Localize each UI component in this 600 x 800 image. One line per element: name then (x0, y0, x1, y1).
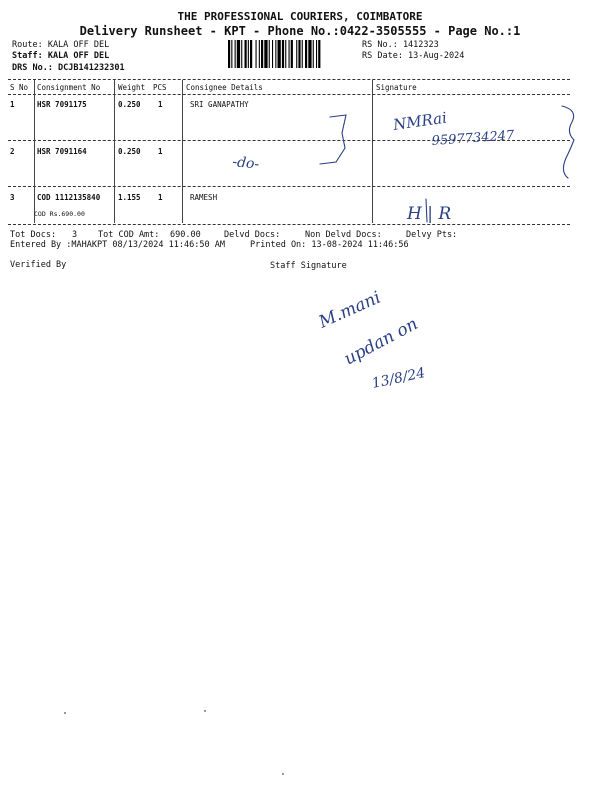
ink-ditto-mark: -do- (231, 154, 260, 173)
row3-consignee: RAMESH (190, 193, 218, 202)
row3-weight: 1.155 (118, 193, 141, 202)
header-pcs: PCS (153, 83, 167, 92)
drs-number: DRS No.: DCJB141232301 (12, 63, 125, 73)
ink-brace (562, 106, 574, 178)
ink-signature-name: NMRai (392, 108, 448, 134)
header-weight: Weight (118, 83, 146, 92)
tot-cod-label: Tot COD Amt: (98, 230, 160, 240)
row1-consignment: HSR 7091175 (37, 100, 87, 109)
ink-note-date: 13/8/24 (370, 365, 427, 392)
tot-docs-label: Tot Docs: (10, 230, 57, 240)
row2-pcs: 1 (158, 147, 163, 156)
rs-date: RS Date: 13-Aug-2024 (362, 51, 465, 61)
delvy-pts-label: Delvy Pts: (406, 230, 458, 240)
row2-consignment: HSR 7091164 (37, 147, 87, 156)
entered-by: Entered By :MAHAKPT 08/13/2024 11:46:50 AM (10, 240, 225, 250)
runsheet-subtitle: Delivery Runsheet - KPT - Phone No.:0422-3505555 - Page No.:1 (79, 24, 521, 38)
ink-note-status: updan on (340, 314, 422, 370)
ink-note-name: M.mani (315, 287, 384, 333)
tot-cod-value: 690.00 (170, 230, 201, 240)
route-label: Route: KALA OFF DEL (12, 40, 110, 50)
printed-on: Printed On: 13-08-2024 11:46:56 (250, 240, 409, 250)
row3-pcs: 1 (158, 193, 163, 202)
row3-cod-amount: COD Rs.690.00 (34, 210, 85, 218)
row3-sno: 3 (10, 193, 15, 202)
row3-consignment: COD 1112135840 (37, 193, 101, 202)
header-consignment: Consignment No (37, 83, 101, 92)
row2-weight: 0.250 (118, 147, 141, 156)
delvd-docs-label: Delvd Docs: (224, 230, 281, 240)
row1-pcs: 1 (158, 100, 163, 109)
row2-sno: 2 (10, 147, 15, 156)
ink-phone-number: 9597734247 (431, 128, 515, 149)
scan-speck (282, 773, 284, 775)
company-name: THE PROFESSIONAL COURIERS, COIMBATORE (177, 10, 423, 23)
ink-row3-mark: H | R (407, 204, 452, 224)
scan-speck (64, 712, 66, 714)
staff-signature-label: Staff Signature (270, 261, 347, 271)
scan-speck (204, 710, 206, 712)
non-delvd-docs-label: Non Delvd Docs: (305, 230, 382, 240)
ink-bracket (320, 115, 346, 164)
staff-label: Staff: KALA OFF DEL (12, 51, 110, 61)
row1-consignee: SRI GANAPATHY (190, 100, 249, 109)
header-signature: Signature (376, 83, 417, 92)
verified-by-label: Verified By (10, 260, 67, 270)
header-sno: S No (10, 83, 29, 92)
header-consignee: Consignee Details (186, 83, 263, 92)
tot-docs-value: 3 (72, 230, 78, 240)
rs-number: RS No.: 1412323 (362, 40, 439, 50)
row1-weight: 0.250 (118, 100, 141, 109)
row1-sno: 1 (10, 100, 15, 109)
